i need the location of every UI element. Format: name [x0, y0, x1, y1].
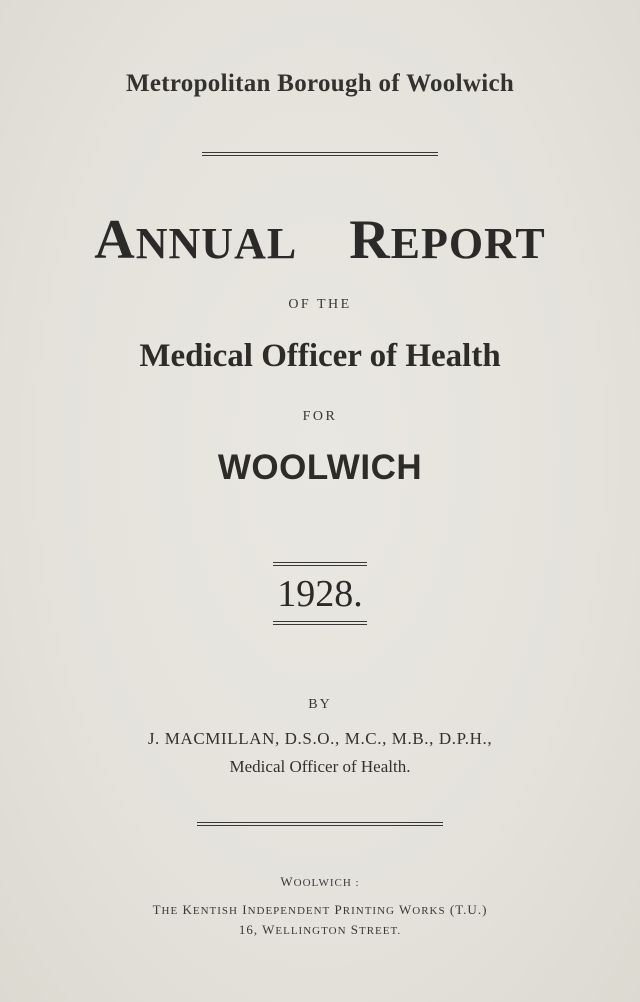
annual-initial: A	[94, 209, 136, 271]
year-rule-bottom	[273, 621, 367, 625]
annual-rest: NNUAL	[135, 219, 298, 268]
report-rest: EPORT	[390, 219, 546, 268]
author-name: J. MACMILLAN, D.S.O., M.C., M.B., D.P.H.,	[147, 729, 493, 748]
place-name: WOOLWICH	[217, 448, 423, 487]
imprint-printer: THE KENTISH INDEPENDENT PRINTING WORKS (T.U.)	[152, 902, 488, 917]
for-text: FOR	[302, 409, 338, 424]
officer-title: Medical Officer of Health	[139, 338, 501, 374]
by-text: BY	[308, 697, 332, 712]
decorative-rule	[202, 152, 438, 156]
author-role: Medical Officer of Health.	[229, 757, 411, 776]
imprint-address: 16, WELLINGTON STREET.	[238, 922, 402, 937]
of-the-text: OF THE	[288, 297, 352, 312]
report-initial: R	[349, 209, 391, 271]
report-title	[0, 208, 640, 272]
report-year: 1928.	[277, 573, 363, 615]
borough-heading: Metropolitan Borough of Woolwich	[125, 70, 515, 97]
decorative-rule-bottom	[197, 822, 443, 826]
imprint-place: WOOLWICH :	[280, 874, 360, 889]
year-rule-top	[273, 562, 367, 566]
